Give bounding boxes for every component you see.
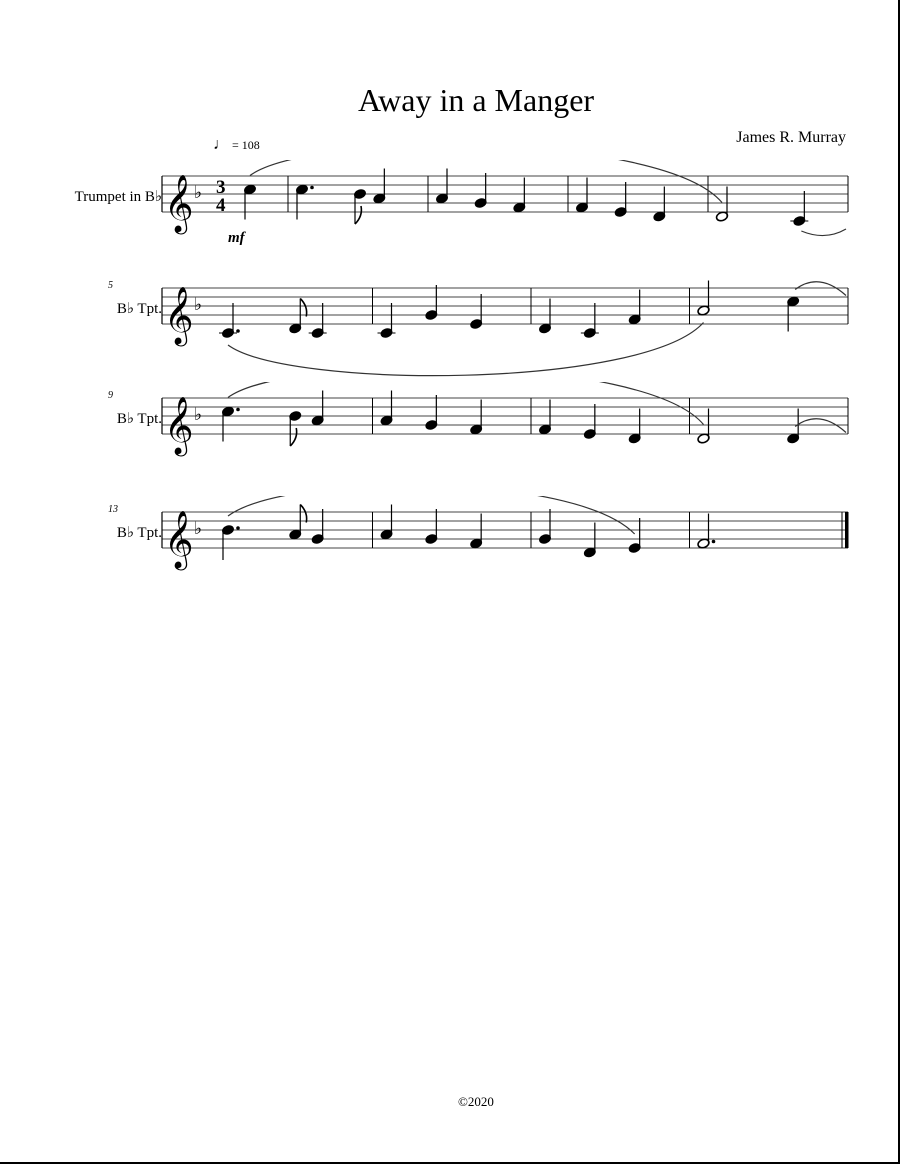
- eighth-flag: [300, 505, 306, 523]
- staff-notation: [0, 496, 900, 616]
- measure-number: 5: [108, 280, 113, 291]
- measure-number: 9: [108, 390, 113, 401]
- staff-notation: [0, 272, 900, 392]
- augmentation-dot: [310, 186, 314, 190]
- tempo-marking: [213, 137, 260, 153]
- final-barline-thick: [845, 512, 849, 548]
- staff-system-1: [0, 160, 900, 280]
- time-signature-bottom: 4: [216, 195, 226, 216]
- flat-key-signature-icon: ♭: [194, 295, 203, 315]
- flat-key-signature-icon: ♭: [194, 519, 203, 539]
- augmentation-dot: [236, 329, 240, 333]
- eighth-flag: [300, 299, 306, 317]
- staff-system-4: [0, 496, 900, 616]
- flat-key-signature-icon: ♭: [194, 183, 203, 203]
- eighth-flag: [290, 428, 296, 446]
- copyright-notice: ©2020: [458, 1094, 494, 1109]
- treble-clef-icon: 𝄞: [164, 510, 194, 568]
- score-title: Away in a Manger: [357, 82, 595, 118]
- treble-clef-icon: 𝄞: [164, 396, 194, 454]
- instrument-label: B♭ Tpt.: [116, 411, 162, 427]
- composer-name: James R. Murray: [736, 129, 846, 146]
- eighth-flag: [355, 206, 361, 224]
- treble-clef-icon: 𝄞: [164, 286, 194, 344]
- staff-system-3: [0, 382, 900, 502]
- dynamic-marking: mf: [228, 230, 245, 246]
- tie-to-next-system: [801, 229, 846, 236]
- flat-key-signature-icon: ♭: [194, 405, 203, 425]
- instrument-label: B♭ Tpt.: [116, 301, 162, 317]
- augmentation-dot: [712, 540, 716, 544]
- time-signature-top: 3: [216, 177, 226, 198]
- phrase-slur: [228, 496, 635, 534]
- augmentation-dot: [236, 408, 240, 412]
- measure-number: 13: [108, 504, 118, 515]
- staff-system-2: [0, 272, 900, 392]
- tie-to-next-system: [795, 419, 846, 433]
- instrument-label: B♭ Tpt.: [116, 525, 162, 541]
- tie-to-next-system: [795, 282, 846, 296]
- treble-clef-icon: 𝄞: [164, 174, 194, 232]
- quarter-note-icon: ♩: [213, 136, 229, 153]
- staff-notation: [0, 160, 900, 280]
- augmentation-dot: [236, 526, 240, 530]
- staff-notation: [0, 382, 900, 502]
- tempo-value: = 108: [232, 138, 260, 152]
- instrument-label: Trumpet in B♭: [74, 189, 162, 205]
